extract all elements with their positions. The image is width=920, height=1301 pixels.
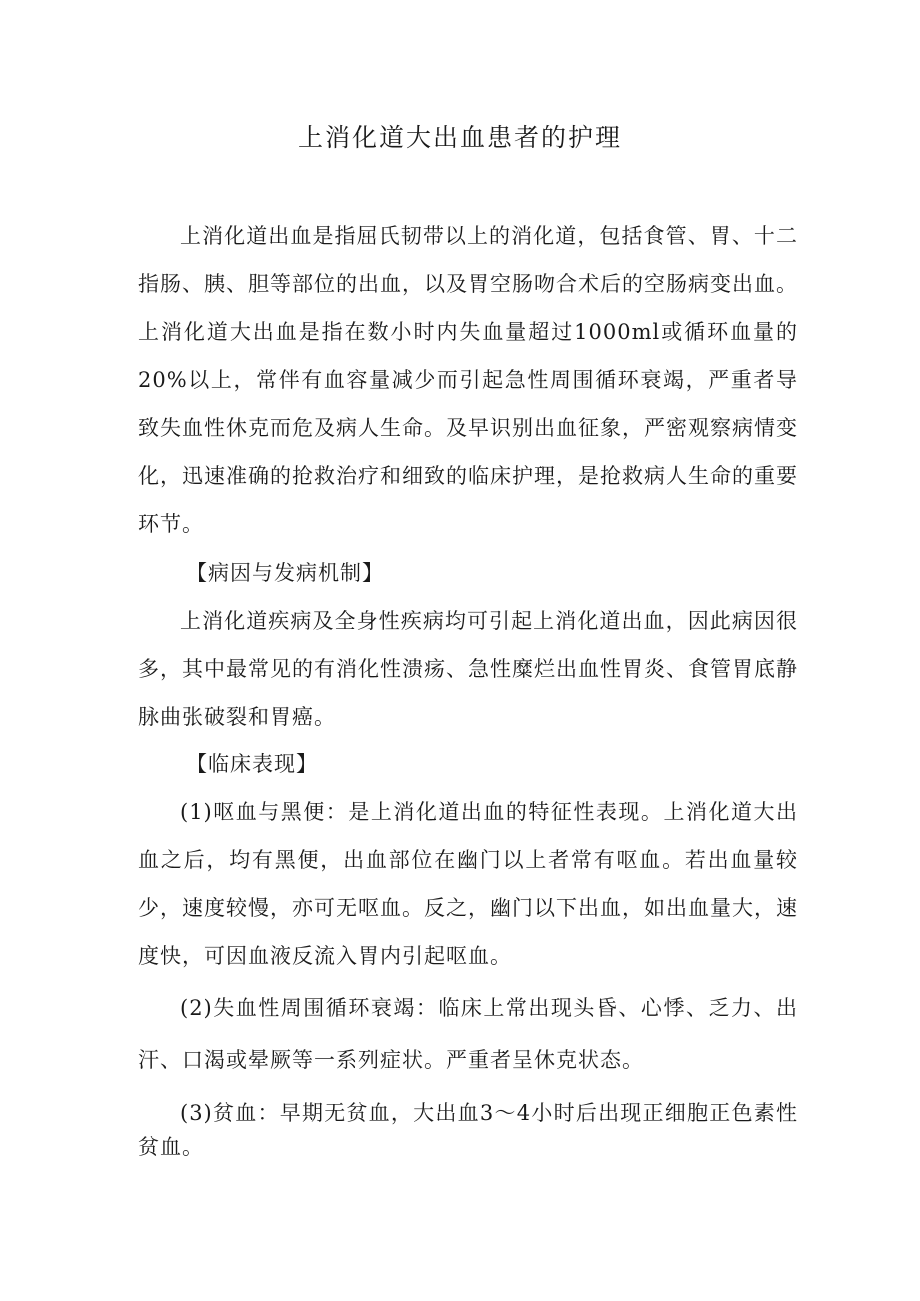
clinical-item-3: (3)贫血：早期无贫血，大出血3～4小时后出现正细胞正色素性贫血。 <box>138 1101 798 1159</box>
clinical-item-2: (2)失血性周围循环衰竭：临床上常出现头昏、心悸、乏力、出汗、口渴或晕厥等一系列症状。严重者呈休克状态。 <box>138 996 798 1072</box>
section-heading-clinical: 【临床表现】 <box>186 752 318 776</box>
clinical-item-1: (1)呕血与黑便：是上消化道出血的特征性表现。上消化道大出血之后，均有黑便，出血部位在幽门以上者常有呕血。若出血量较少，速度较慢，亦可无呕血。反之，幽门以下出血，如出血量大，速度快，可因血液反流入胃内引起呕血。 <box>138 800 798 968</box>
etiology-paragraph: 上消化道疾病及全身性疾病均可引起上消化道出血，因此病因很多，其中最常见的有消化性溃疡、急性糜烂出血性胃炎、食管胃底静脉曲张破裂和胃癌。 <box>138 609 798 729</box>
section-heading-etiology: 【病因与发病机制】 <box>186 561 384 585</box>
intro-paragraph: 上消化道出血是指屈氏韧带以上的消化道，包括食管、胃、十二指肠、胰、胆等部位的出血，以及胃空肠吻合术后的空肠病变出血。上消化道大出血是指在数小时内失血量超过1000ml或循环血量的20%以上，常伴有血容量减少而引起急性周围循环衰竭，严重者导致失血性休克而危及病人生命。及早识别出血征象，严密观察病情变化，迅速准确的抢救治疗和细致的临床护理，是抢救病人生命的重要环节。 <box>138 224 798 536</box>
document-title: 上消化道大出血患者的护理 <box>297 123 622 152</box>
